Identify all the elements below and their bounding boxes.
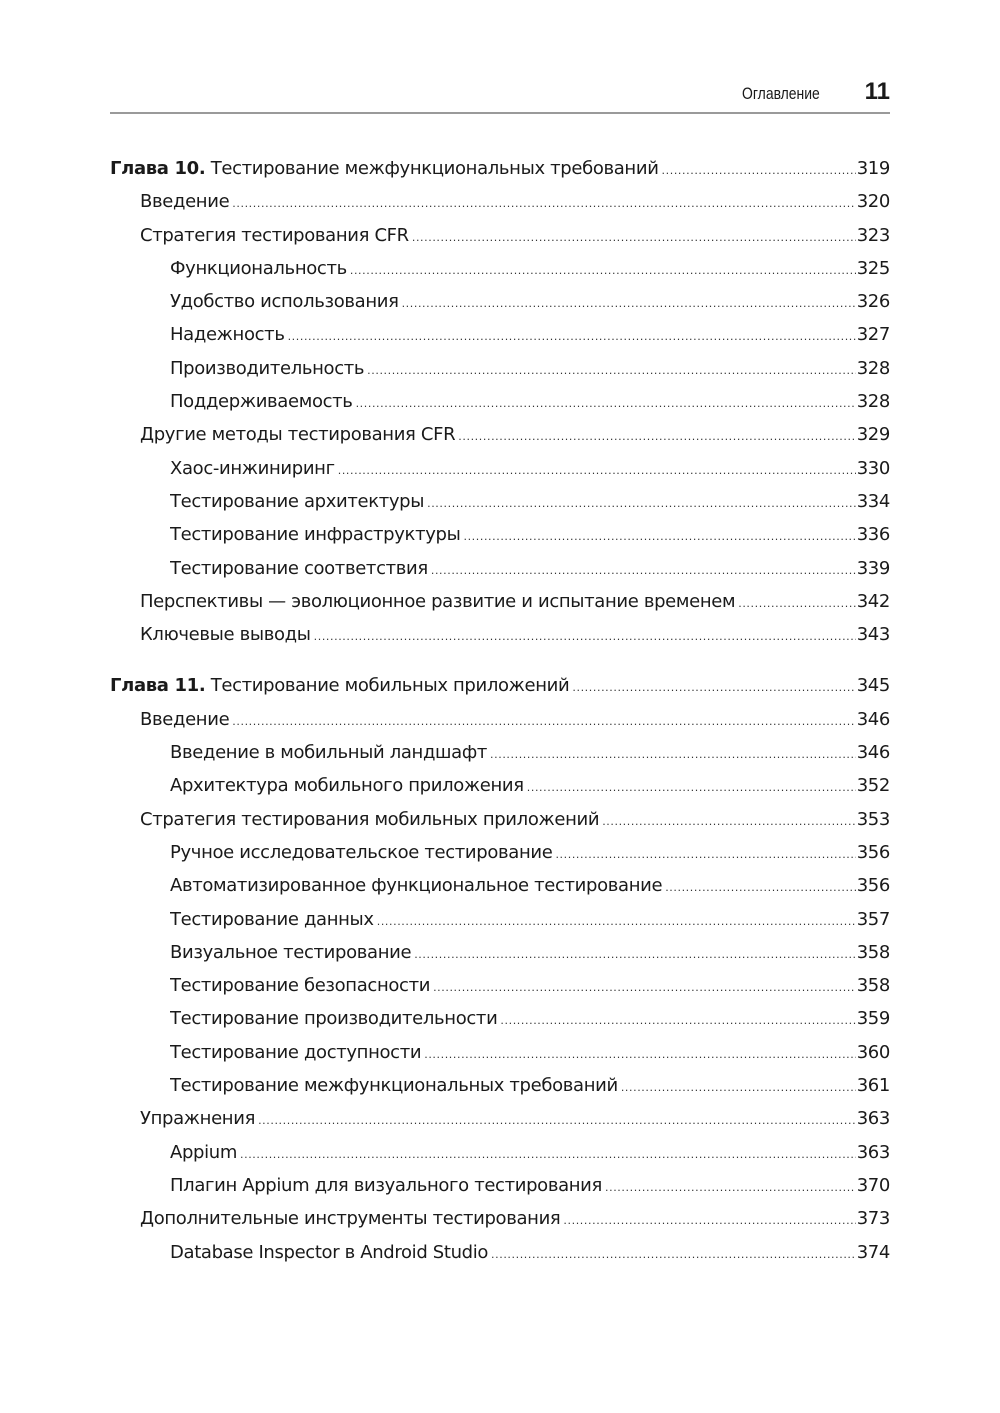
toc-entry-title: Визуальное тестирование: [170, 941, 412, 963]
toc-entry-page-number: 370: [856, 1174, 890, 1196]
toc-section-row[interactable]: [110, 618, 890, 651]
dot-leader: [555, 838, 855, 871]
toc-entry-title: Дополнительные инструменты тестирования: [140, 1208, 561, 1230]
dot-leader: [356, 387, 856, 420]
dot-leader: [572, 671, 855, 704]
chapter-label: Глава 10.: [110, 158, 206, 179]
toc-entry-title: Стратегия тестирования мобильных приложений: [140, 808, 600, 830]
toc-subsection-row[interactable]: [110, 452, 890, 485]
dot-leader: [314, 620, 856, 653]
toc-entry-title: Автоматизированное функциональное тестирование: [170, 875, 663, 897]
toc-entry-page-number: 356: [856, 875, 890, 897]
toc-entry-page-number: 342: [856, 590, 890, 612]
toc-entry-page-number: 358: [856, 975, 890, 997]
toc-entry-page-number: 363: [856, 1108, 890, 1130]
toc-entry-title: Функциональность: [170, 257, 347, 279]
toc-entry-page-number: 359: [856, 1008, 890, 1030]
toc-entry-page-number: 356: [856, 841, 890, 863]
chapter-title: Тестирование мобильных приложений: [210, 675, 570, 697]
toc-entry-page-number: 327: [856, 324, 890, 346]
toc-section-row[interactable]: [110, 418, 890, 451]
toc-entry-page-number: 353: [856, 808, 890, 830]
toc-subsection-row[interactable]: [110, 936, 890, 969]
dot-leader: [377, 905, 856, 938]
toc-entry-title: Перспективы — эволюционное развитие и испытание временем: [140, 590, 736, 612]
toc-entry-title: Удобство использования: [170, 291, 399, 313]
toc-entry-page-number: 374: [856, 1241, 890, 1263]
toc-entry-page-number: 330: [856, 457, 890, 479]
toc-subsection-row[interactable]: [110, 1036, 890, 1069]
dot-leader: [232, 187, 855, 220]
toc-subsection-row[interactable]: [110, 736, 890, 769]
toc-subsection-row[interactable]: [110, 769, 890, 802]
toc-entry-page-number: 352: [856, 775, 890, 797]
toc-entry-title: Ручное исследовательское тестирование: [170, 841, 553, 863]
toc-entry-title: Другие методы тестирования CFR: [140, 424, 456, 446]
toc-entry-title: Тестирование безопасности: [170, 975, 431, 997]
toc-entry-title: Поддерживаемость: [170, 391, 353, 413]
dot-leader: [338, 454, 856, 487]
toc-entry-page-number: 326: [856, 291, 890, 313]
chapter-heading-text: [110, 152, 659, 185]
toc-entry-title: Тестирование доступности: [170, 1041, 422, 1063]
toc-subsection-row[interactable]: [110, 285, 890, 318]
toc-entry-title: Введение: [140, 708, 230, 730]
chapter-page-number: 345: [856, 675, 890, 697]
chapter-block: [110, 152, 890, 651]
dot-leader: [412, 221, 856, 254]
dot-leader: [258, 1104, 856, 1137]
dot-leader: [527, 771, 856, 804]
dot-leader: [490, 738, 856, 771]
toc-section-row[interactable]: [110, 185, 890, 218]
toc-subsection-row[interactable]: [110, 385, 890, 418]
chapter-page-number: 319: [856, 158, 890, 179]
toc-subsection-row[interactable]: [110, 1069, 890, 1102]
toc-entry-page-number: 323: [856, 224, 890, 246]
toc-section-row[interactable]: [110, 585, 890, 618]
toc-entry-title: Ключевые выводы: [140, 624, 311, 646]
dot-leader: [738, 587, 855, 620]
page-number: 11: [864, 78, 890, 105]
toc-entry-title: Тестирование производительности: [170, 1008, 498, 1030]
table-of-contents: [110, 152, 890, 1287]
toc-entry-title: Архитектура мобильного приложения: [170, 775, 524, 797]
toc-entry-title: Производительность: [170, 357, 365, 379]
toc-entry-page-number: 373: [856, 1208, 890, 1230]
chapter-label: Глава 11.: [110, 675, 206, 697]
dot-leader: [232, 705, 855, 738]
toc-subsection-row[interactable]: [110, 518, 890, 551]
toc-subsection-row[interactable]: [110, 318, 890, 351]
dot-leader: [427, 487, 856, 520]
dot-leader: [665, 871, 855, 904]
toc-entry-title: Хаос-инжиниринг: [170, 457, 335, 479]
dot-leader: [563, 1204, 855, 1237]
toc-entry-title: Плагин Appium для визуального тестирования: [170, 1174, 603, 1196]
toc-entry-title: Введение в мобильный ландшафт: [170, 742, 488, 764]
dot-leader: [240, 1138, 856, 1171]
toc-section-row[interactable]: [110, 803, 890, 836]
toc-entry-title: Тестирование данных: [170, 908, 374, 930]
toc-entry-page-number: 343: [856, 624, 890, 646]
toc-subsection-row[interactable]: [110, 252, 890, 285]
toc-entry-page-number: 363: [856, 1141, 890, 1163]
running-header-title: Оглавление: [742, 84, 820, 103]
toc-entry-page-number: 346: [856, 708, 890, 730]
toc-section-row[interactable]: [110, 703, 890, 736]
chapter-heading-row[interactable]: [110, 669, 890, 702]
running-header: [110, 72, 890, 114]
dot-leader: [433, 971, 856, 1004]
toc-entry-page-number: 358: [856, 941, 890, 963]
toc-entry-page-number: 336: [856, 524, 890, 546]
chapter-heading-row[interactable]: [110, 152, 890, 185]
toc-entry-title: Надежность: [170, 324, 285, 346]
toc-subsection-row[interactable]: [110, 903, 890, 936]
toc-entry-title: Appium: [170, 1141, 238, 1163]
toc-entry-title: Стратегия тестирования CFR: [140, 224, 409, 246]
chapter-block: [110, 669, 890, 1268]
dot-leader: [402, 287, 856, 320]
toc-subsection-row[interactable]: [110, 1002, 890, 1035]
toc-entry-page-number: 357: [856, 908, 890, 930]
toc-subsection-row[interactable]: [110, 485, 890, 518]
dot-leader: [288, 320, 856, 353]
toc-entry-page-number: 361: [856, 1075, 890, 1097]
dot-leader: [662, 154, 856, 187]
toc-subsection-row[interactable]: [110, 552, 890, 585]
toc-entry-title: Тестирование архитектуры: [170, 490, 425, 512]
toc-subsection-row[interactable]: [110, 1169, 890, 1202]
toc-entry-page-number: 339: [856, 557, 890, 579]
toc-subsection-row[interactable]: [110, 869, 890, 902]
dot-leader: [602, 805, 856, 838]
dot-leader: [605, 1171, 856, 1204]
toc-entry-page-number: 346: [856, 742, 890, 764]
toc-subsection-row[interactable]: [110, 352, 890, 385]
toc-entry-page-number: 328: [856, 357, 890, 379]
toc-subsection-row[interactable]: [110, 1136, 890, 1169]
toc-subsection-row[interactable]: [110, 836, 890, 869]
toc-entry-page-number: 320: [856, 191, 890, 213]
toc-entry-page-number: 325: [856, 257, 890, 279]
toc-section-row[interactable]: [110, 219, 890, 252]
dot-leader: [463, 520, 855, 553]
dot-leader: [424, 1038, 855, 1071]
dot-leader: [367, 354, 856, 387]
toc-entry-title: Тестирование инфраструктуры: [170, 524, 461, 546]
toc-entry-title: Введение: [140, 191, 230, 213]
dot-leader: [431, 554, 856, 587]
toc-entry-page-number: 360: [856, 1041, 890, 1063]
chapter-heading-text: [110, 669, 569, 702]
toc-entry-page-number: 329: [856, 424, 890, 446]
dot-leader: [350, 254, 856, 287]
toc-section-row[interactable]: [110, 1202, 890, 1235]
dot-leader: [621, 1071, 856, 1104]
toc-subsection-row[interactable]: [110, 1236, 890, 1269]
dot-leader: [500, 1004, 855, 1037]
toc-entry-title: Тестирование соответствия: [170, 557, 428, 579]
toc-section-row[interactable]: [110, 1102, 890, 1135]
toc-entry-title: Тестирование межфункциональных требований: [170, 1075, 618, 1097]
toc-entry-page-number: 328: [856, 391, 890, 413]
toc-subsection-row[interactable]: [110, 969, 890, 1002]
dot-leader: [414, 938, 855, 971]
toc-entry-page-number: 334: [856, 490, 890, 512]
toc-entry-title: Упражнения: [140, 1108, 256, 1130]
dot-leader: [491, 1238, 856, 1271]
chapter-title: Тестирование межфункциональных требований: [210, 158, 659, 179]
toc-entry-title: Database Inspector в Android Studio: [170, 1241, 489, 1263]
dot-leader: [458, 420, 855, 453]
